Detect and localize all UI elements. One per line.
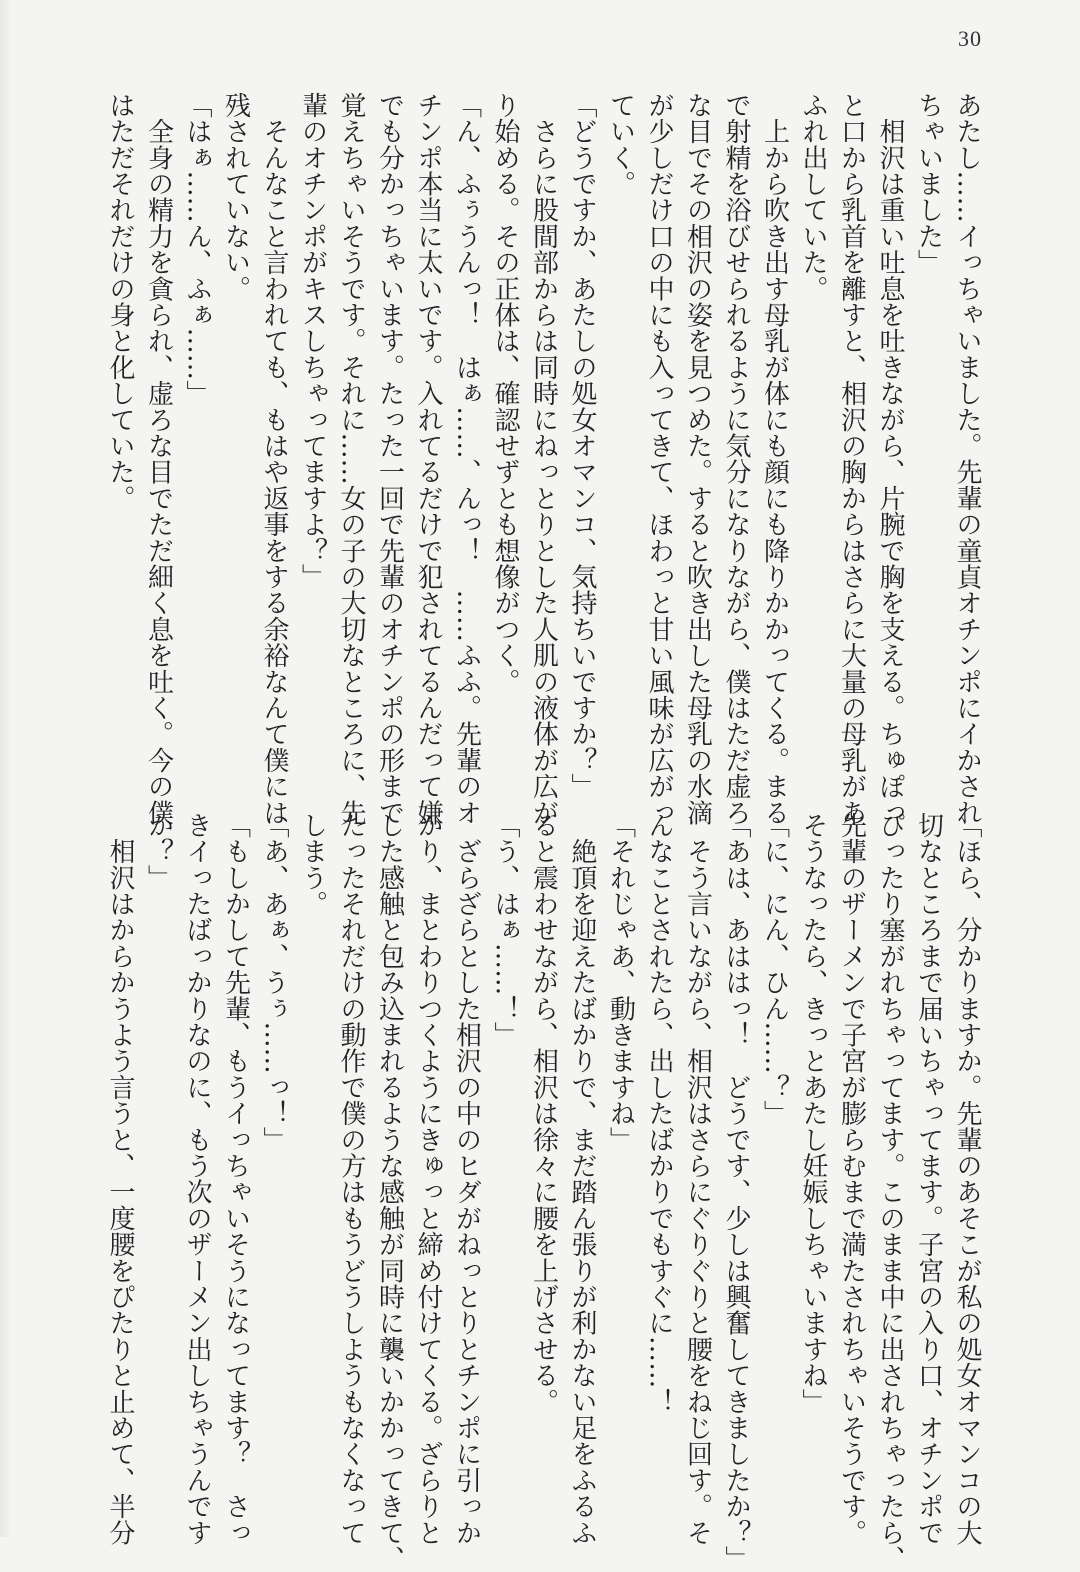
text-line: そんなこと言われても、もはや返事をする余裕なんて僕には — [259, 92, 289, 826]
text-line: と口から乳首を離すと、相沢の胸からはさらに大量の母乳があ — [836, 92, 867, 826]
text-line: 「どうですか、あたしの処女オマンコ、気持ちいですか？」 — [567, 92, 597, 800]
text-line: 「ん、ふぅうんっ！ はぁ……、んっ！ ……ふふ。先輩のオ — [451, 92, 482, 826]
text-line: 残されていない。 — [220, 92, 251, 302]
text-line: 上から吹き出す母乳が体にも顔にも降りかかってくる。まる — [759, 92, 790, 826]
text-line: 切なところまで届いちゃってます。子宮の入り口、オチンポで — [913, 812, 944, 1546]
text-line: 「ほら、分かりますか。先輩のあそこが私の処女オマンコの大 — [952, 812, 982, 1546]
text-line: 覚えちゃいそうです。それに……女の子の大切なところに、先 — [336, 92, 366, 826]
text-block-bottom — [101, 812, 987, 1572]
text-line: 相沢はからかうよう言うと、一度腰をぴたりと止めて、半分 — [105, 812, 135, 1546]
page-number: 30 — [958, 26, 982, 51]
text-line: 「あ、あぁ、うぅ……っ！」 — [259, 812, 289, 1153]
text-line: 「う、はぁ……！」 — [490, 812, 520, 1048]
text-line: そう言いながら、相沢はさらにぐりぐりと腰をねじ回す。そ — [682, 812, 713, 1546]
text-line: 「はぁ……ん、ふぁ……」 — [182, 92, 212, 407]
text-line: 先輩のザーメンで子宮が膨らむまで満たされちゃいそうです。 — [836, 812, 867, 1546]
text-block-top — [101, 92, 987, 826]
text-line: 「に、にん、ひん……？」 — [759, 812, 790, 1127]
text-line: ちゃいました」 — [913, 92, 944, 276]
text-line: 「あは、あははっ！ どうです、少しは興奮してきましたか？」 — [721, 812, 751, 1572]
text-line: ぴったり塞がれちゃってます。このまま中に出されちゃったら、 — [875, 812, 905, 1572]
text-line: で射精を浴びせられるように気分になりながら、僕はただ虚ろ — [721, 92, 751, 826]
text-line: 「もしかして先輩、もうイっちゃいそうになってます？ さっ — [220, 812, 251, 1546]
text-line: さらに股間部からは同時にねっとりとした人肌の液体が広が — [528, 92, 559, 826]
text-line: ていく。 — [605, 92, 636, 197]
text-line: 全身の精力を貪られ、虚ろな目でただ細く息を吐く。今の僕 — [143, 92, 174, 826]
text-line: 輩のオチンポがキスしちゃってますよ？」 — [297, 92, 328, 590]
text-line: ると震わせながら、相沢は徐々に腰を上げさせる。 — [528, 812, 559, 1415]
text-line: が少しだけ口の中にも入ってきて、ほわっと甘い風味が広がっ — [644, 92, 674, 826]
text-line: んなことされたら、出したばかりでもすぐに……！ — [644, 812, 674, 1415]
text-line: な目でその相沢の姿を見つめた。すると吹き出した母乳の水滴 — [682, 92, 713, 826]
text-line: ふれ出していた。 — [798, 92, 828, 302]
text-line: 絶頂を迎えたばかりで、まだ踏ん張りが利かない足をふるふ — [567, 812, 597, 1546]
text-line: あたし……イっちゃいました。先輩の童貞オチンポにイかされ — [952, 92, 982, 826]
page-edge-shadow — [0, 0, 12, 1537]
text-line: チンポ本当に太いです。入れてるだけで犯されてるんだって嫌 — [413, 92, 443, 826]
text-line: 「それじゃあ、動きますね」 — [605, 812, 636, 1153]
text-line: たったそれだけの動作で僕の方はもうどうしようもなくなって — [336, 812, 366, 1546]
text-line: でも分かっちゃいます。たった一回で先輩のオチンポの形まで — [374, 92, 405, 826]
text-line: ざらざらとした相沢の中のヒダがねっとりとチンポに引っか — [451, 812, 482, 1546]
text-line: そうなったら、きっとあたし妊娠しちゃいますね」 — [798, 812, 828, 1415]
text-line: はただそれだけの身と化していた。 — [105, 92, 135, 512]
text-line: か？」 — [143, 812, 174, 891]
text-line: 相沢は重い吐息を吐きながら、片腕で胸を支える。ちゅぽっ — [875, 92, 905, 826]
text-line: かり、まとわりつくようにきゅっと締め付けてくる。ざらりと — [413, 812, 443, 1546]
text-line: きイったばっかりなのに、もう次のザーメン出しちゃうんです — [182, 812, 212, 1546]
text-line: しまう。 — [297, 812, 328, 917]
text-line: した感触と包み込まれるような感触が同時に襲いかかってきて、 — [374, 812, 405, 1572]
text-line: り始める。その正体は、確認せずとも想像がつく。 — [490, 92, 520, 695]
